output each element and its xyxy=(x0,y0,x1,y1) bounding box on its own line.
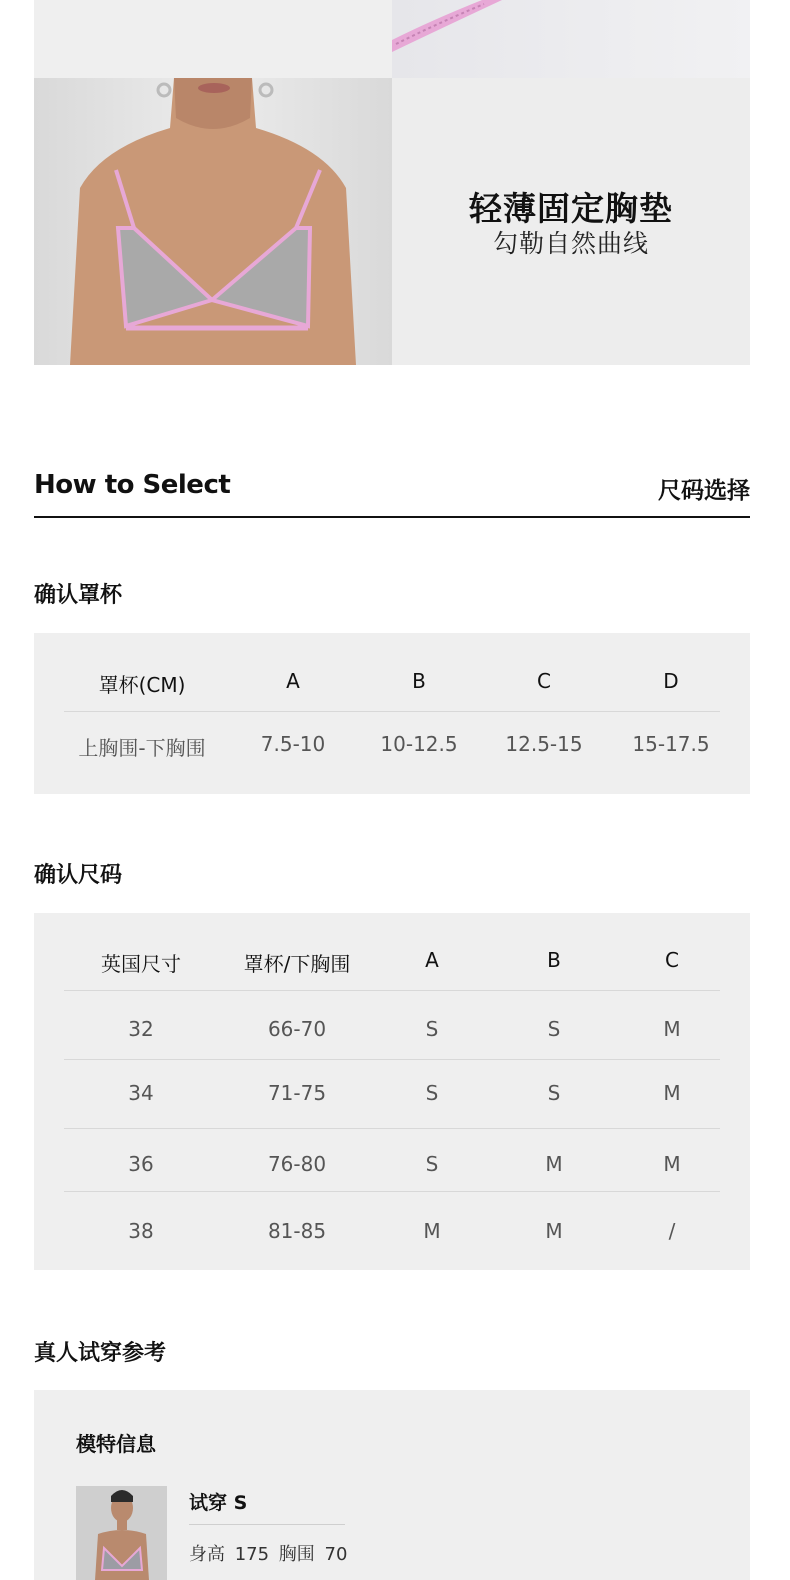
model-bra-photo xyxy=(34,78,392,365)
cup-table xyxy=(34,633,750,794)
size-header-cell: 罩杯/下胸围 xyxy=(243,952,351,976)
model-info-title: 模特信息 xyxy=(76,1432,156,1456)
size-header-cell: B xyxy=(547,948,561,972)
product-image-grid xyxy=(34,0,750,365)
size-cell: S xyxy=(425,1152,439,1176)
size-cell: 81-85 xyxy=(267,1219,327,1243)
size-cell: 36 xyxy=(128,1152,154,1176)
size-cell: M xyxy=(663,1081,681,1105)
cup-row-label: 上胸围-下胸围 xyxy=(78,736,206,760)
size-cell: / xyxy=(668,1219,676,1243)
model-thumbnail xyxy=(76,1486,167,1580)
size-cell: S xyxy=(425,1081,439,1105)
size-cell: M xyxy=(663,1017,681,1041)
size-cell: S xyxy=(547,1081,561,1105)
product-photo-top-left xyxy=(34,0,392,78)
section-divider xyxy=(34,516,750,518)
feature-subtitle: 勾勒自然曲线 xyxy=(492,229,649,258)
cup-header-cell: C xyxy=(537,669,551,693)
size-table xyxy=(34,913,750,1270)
cup-header-cell: B xyxy=(412,669,426,693)
table-divider xyxy=(64,711,720,712)
model-info-card xyxy=(34,1390,750,1580)
size-cell: 71-75 xyxy=(267,1081,327,1105)
size-cell: S xyxy=(547,1017,561,1041)
section-title-cn: 尺码选择 xyxy=(658,478,750,504)
table-divider xyxy=(64,1059,720,1060)
size-table-title: 确认尺码 xyxy=(34,863,123,888)
table-divider xyxy=(64,1191,720,1192)
size-cell: M xyxy=(545,1219,563,1243)
feature-panel xyxy=(392,78,750,365)
size-cell: 32 xyxy=(128,1017,154,1041)
cup-row-cell: 10-12.5 xyxy=(380,732,458,756)
size-header-cell: A xyxy=(425,948,439,972)
product-photo-detail xyxy=(392,0,750,78)
model-try-size: 试穿 S xyxy=(189,1492,248,1514)
cup-row-cell: 7.5-10 xyxy=(260,732,326,756)
size-cell: M xyxy=(663,1152,681,1176)
size-header-cell: C xyxy=(665,948,679,972)
size-cell: M xyxy=(423,1219,441,1243)
size-cell: 34 xyxy=(128,1081,154,1105)
size-cell: S xyxy=(425,1017,439,1041)
model-divider xyxy=(189,1524,345,1525)
cup-table-title: 确认罩杯 xyxy=(34,583,123,608)
cup-header-cell: 罩杯(CM) xyxy=(98,673,186,697)
size-header-cell: 英国尺寸 xyxy=(101,952,181,976)
cup-row-cell: 15-17.5 xyxy=(632,732,710,756)
size-cell: 76-80 xyxy=(267,1152,327,1176)
cup-row-cell: 12.5-15 xyxy=(505,732,583,756)
table-divider xyxy=(64,990,720,991)
try-on-title: 真人试穿参考 xyxy=(34,1341,167,1366)
cup-header-cell: A xyxy=(286,669,300,693)
size-cell: 38 xyxy=(128,1219,154,1243)
table-divider xyxy=(64,1128,720,1129)
size-cell: 66-70 xyxy=(267,1017,327,1041)
feature-title: 轻薄固定胸垫 xyxy=(469,189,673,228)
size-cell: M xyxy=(545,1152,563,1176)
model-stats: 身高 175 胸围 70 xyxy=(189,1544,348,1565)
section-title-en: How to Select xyxy=(34,470,231,500)
cup-header-cell: D xyxy=(663,669,679,693)
